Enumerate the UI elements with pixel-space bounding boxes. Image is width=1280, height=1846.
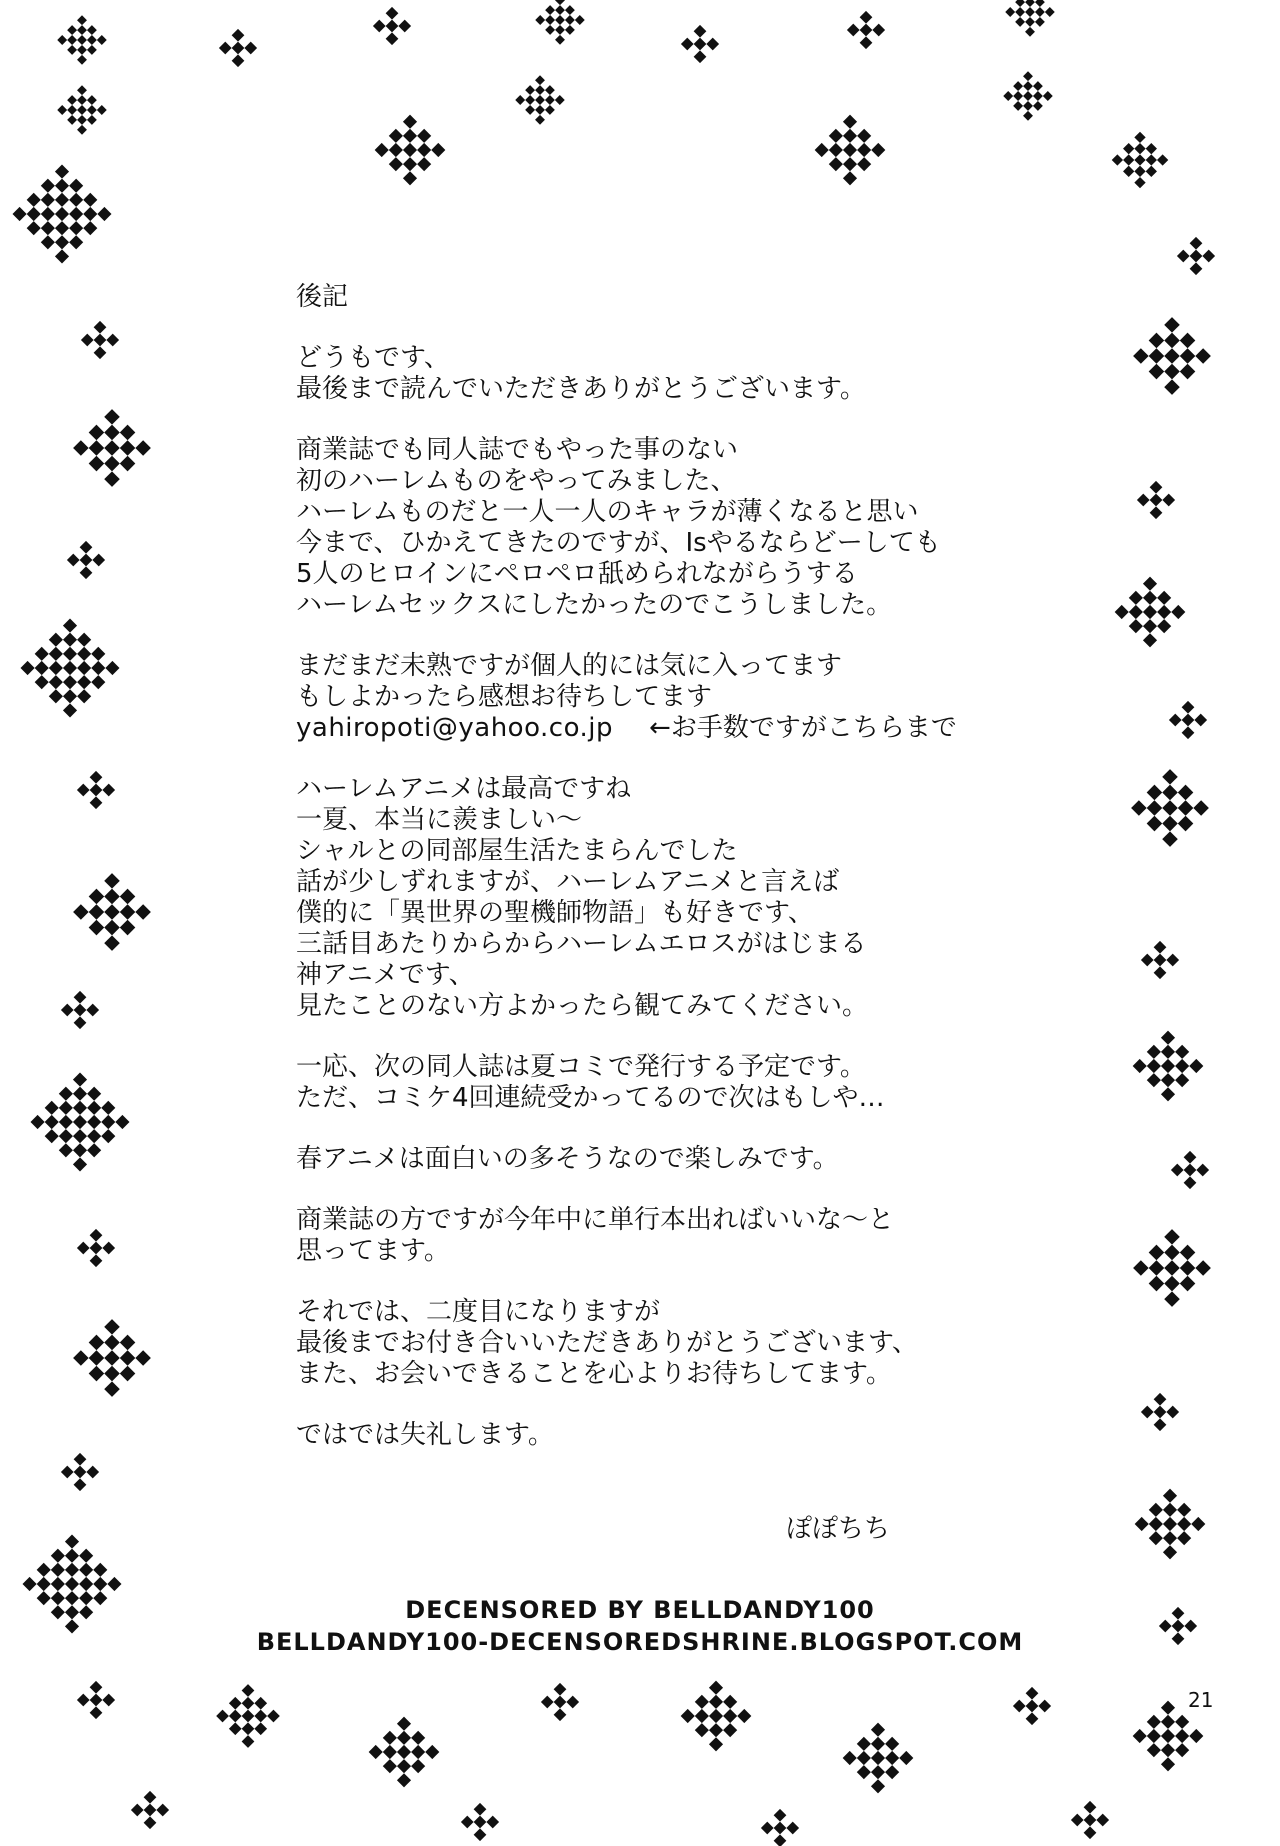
checkered-diamond-motif: [1141, 1393, 1179, 1431]
author-signature: ぽぽちち: [786, 1514, 891, 1544]
checkered-diamond-motif: [1177, 237, 1215, 275]
paragraph-harem: [296, 435, 1056, 621]
email-line: [296, 713, 1056, 744]
checkered-diamond-motif: [761, 1809, 799, 1846]
checkered-diamond-motif: [61, 1453, 99, 1491]
checkered-diamond-motif: [1141, 941, 1179, 979]
checkered-diamond-motif: [216, 1684, 280, 1748]
checkered-diamond-motif: [461, 1803, 499, 1841]
text-line: 僕的に「異世界の聖機師物語」も好きです、: [296, 898, 814, 928]
checkered-diamond-motif: [1013, 1687, 1051, 1725]
checkered-diamond-motif: [57, 15, 106, 64]
paragraph-spring-anime: [296, 1144, 1056, 1175]
decensor-credit: DECENSORED BY BELLDANDY100: [405, 1596, 875, 1624]
text-line: 一夏、本当に羨ましい～: [296, 805, 583, 835]
checkered-diamond-motif: [73, 1319, 151, 1397]
text-line: 初のハーレムものをやってみました、: [296, 466, 737, 496]
afterword-title: 後記: [296, 282, 349, 312]
text-line: 三話目あたりからからハーレムエロスがはじまる: [296, 929, 867, 959]
contact-email: yahiropoti@yahoo.co.jp: [296, 713, 614, 743]
text-line: ハーレムアニメは最高ですね: [296, 774, 632, 804]
checkered-diamond-motif: [219, 29, 257, 67]
paragraph-feedback: [296, 651, 1056, 744]
checkered-diamond-motif: [815, 115, 886, 186]
checkered-diamond-motif: [1169, 701, 1207, 739]
checkered-diamond-motif: [369, 1717, 440, 1788]
paragraph-next-doujinshi: [296, 1052, 1056, 1114]
text-line: 商業誌でも同人誌でもやった事のない: [296, 435, 739, 465]
text-line: 5人のヒロインにペロペロ舐められながらうする: [296, 559, 858, 589]
decensor-blog-url: BELLDANDY100-DECENSOREDSHRINE.BLOGSPOT.COM: [256, 1628, 1024, 1656]
checkered-diamond-motif: [541, 1683, 579, 1721]
text-line: ハーレムものだと一人一人のキャラが薄くなると思い: [296, 497, 919, 527]
paragraph-greeting: [296, 343, 1056, 405]
paragraph-thanks: [296, 1297, 1056, 1390]
checkered-diamond-motif: [21, 619, 120, 718]
checkered-diamond-motif: [1171, 1151, 1209, 1189]
checkered-diamond-motif: [1133, 1229, 1211, 1307]
text-line: 思ってます。: [296, 1236, 450, 1266]
checkered-diamond-motif: [1133, 1031, 1204, 1102]
checkered-diamond-motif: [375, 115, 446, 186]
checkered-diamond-motif: [1131, 769, 1209, 847]
checkered-diamond-motif: [61, 991, 99, 1029]
email-note: ←お手数ですがこちらまで: [649, 713, 957, 743]
text-line: 神アニメです、: [296, 960, 475, 990]
text-line: 最後まで読んでいただきありがとうございます。: [296, 374, 866, 404]
text-line: 見たことのない方よかったら観てみてください。: [296, 991, 869, 1021]
checkered-diamond-motif: [681, 25, 719, 63]
checkered-diamond-motif: [77, 1229, 115, 1267]
text-line: もしよかったら感想お待ちしてます: [296, 682, 713, 712]
text-line: まだまだ未熟ですが個人的には気に入ってます: [296, 651, 843, 681]
checkered-diamond-motif: [847, 11, 885, 49]
checkered-diamond-motif: [515, 75, 564, 124]
text-line: 一応、次の同人誌は夏コミで発行する予定です。: [296, 1052, 866, 1082]
text-line: それでは、二度目になりますが: [296, 1297, 661, 1327]
checkered-diamond-motif: [681, 1681, 752, 1752]
paragraph-tankobon: [296, 1205, 1056, 1267]
text-line: ただ、コミケ4回連続受かってるので次はもしや…: [296, 1083, 885, 1113]
checkered-diamond-motif: [57, 85, 106, 134]
checkered-diamond-motif: [67, 541, 105, 579]
checkered-diamond-motif: [1115, 577, 1186, 648]
text-line: ハーレムセックスにしたかったのでこうしました。: [296, 590, 893, 620]
checkered-diamond-motif: [1003, 71, 1052, 120]
checkered-diamond-motif: [81, 321, 119, 359]
checkered-diamond-motif: [1071, 1801, 1109, 1839]
page-number: 21: [1188, 1688, 1214, 1712]
checkered-diamond-motif: [1112, 132, 1169, 189]
checkered-diamond-motif: [1133, 317, 1211, 395]
checkered-diamond-motif: [77, 1681, 115, 1719]
checkered-diamond-motif: [77, 771, 115, 809]
checkered-diamond-motif: [73, 873, 151, 951]
checkered-diamond-motif: [1137, 481, 1175, 519]
checkered-diamond-motif: [843, 1723, 914, 1794]
checkered-diamond-motif: [73, 409, 151, 487]
checkered-diamond-motif: [31, 1073, 130, 1172]
checkered-diamond-motif: [13, 165, 112, 264]
text-line: 商業誌の方ですが今年中に単行本出ればいいな～と: [296, 1205, 895, 1235]
checkered-diamond-motif: [373, 7, 411, 45]
text-line: 話が少しずれますが、ハーレムアニメと言えば: [296, 867, 840, 897]
text-line: どうもです、: [296, 343, 450, 373]
text-line: 今まで、ひかえてきたのですが、Isやるならどーしても: [296, 528, 941, 558]
text-line: シャルとの同部屋生活たまらんでした: [296, 836, 738, 866]
text-line: また、お会いできることを心よりお待ちしてます。: [296, 1359, 892, 1389]
text-line: 春アニメは面白いの多そうなので楽しみです。: [296, 1144, 839, 1174]
afterword-text: [296, 282, 1056, 1481]
text-line: ではでは失礼します。: [296, 1420, 554, 1450]
paragraph-farewell: [296, 1420, 1056, 1451]
text-line: 最後までお付き合いいただきありがとうございます、: [296, 1328, 918, 1358]
checkered-diamond-motif: [535, 0, 584, 45]
checkered-diamond-motif: [131, 1791, 169, 1829]
checkered-diamond-motif: [1135, 1489, 1206, 1560]
paragraph-anime: [296, 774, 1056, 1022]
checkered-diamond-motif: [1005, 0, 1054, 37]
